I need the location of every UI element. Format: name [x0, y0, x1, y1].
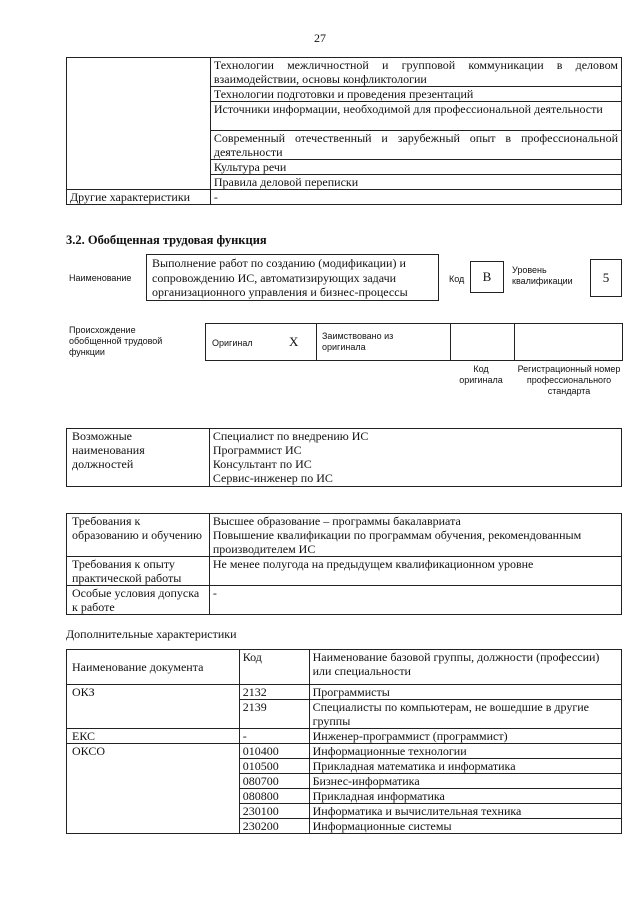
original-mark: X [289, 334, 299, 349]
code-cell: 080700 [239, 774, 309, 789]
section-title: 3.2. Обобщенная трудовая функция [66, 233, 267, 247]
gtf-name-value: Выполнение работ по созданию (модификации) и сопровождению ИС, автоматизирующих задачи организационного управления и бизнес-процессы [152, 256, 408, 299]
name-cell: Прикладная информатика [309, 789, 621, 804]
name-cell: Прикладная математика и информатика [309, 759, 621, 774]
name-cell: Информационные технологии [309, 744, 621, 759]
gtf-name-box [146, 254, 439, 301]
knowledge-table [66, 57, 622, 205]
knowledge-item: Технологии межличностной и групповой коммуникации в деловом взаимодействии, основы конфликтологии [210, 58, 621, 87]
empty-label-cell [67, 58, 211, 190]
gtf-level-value: 5 [602, 270, 610, 285]
knowledge-item: Современный отечественный и зарубежный опыт в профессиональной деятельности [210, 131, 621, 160]
code-cell: 080800 [239, 789, 309, 804]
position-item: Сервис-инженер по ИС [212, 471, 333, 485]
positions-label: Возможные наименования должностей [67, 429, 210, 487]
code-cell: 2132 [239, 685, 309, 700]
doc-name: ОКЗ [67, 685, 240, 729]
position-item: Консультант по ИС [212, 457, 312, 471]
gtf-code-box [470, 261, 504, 293]
origin-divider [450, 323, 451, 361]
origin-label: Происхождение обобщенной трудовой функции [69, 325, 163, 357]
name-cell: Информационные системы [309, 819, 621, 834]
other-characteristics-value: - [210, 190, 621, 205]
extra-header: Код [239, 650, 309, 685]
knowledge-item: Правила деловой переписки [210, 175, 621, 190]
origin-divider [316, 323, 317, 361]
reg-number-caption: Регистрационный номер профессионального стандарта [517, 364, 621, 396]
other-characteristics-label: Другие характеристики [67, 190, 211, 205]
gtf-code-value: B [482, 269, 492, 284]
code-cell: 2139 [239, 700, 309, 729]
name-cell: Инженер-программист (программист) [309, 729, 621, 744]
knowledge-item: Культура речи [210, 160, 621, 175]
gtf-name-label: Наименование [69, 273, 132, 283]
position-item: Программист ИС [212, 443, 302, 457]
borrowed-label: Заимствовано из оригинала [322, 331, 394, 352]
name-cell: Программисты [309, 685, 621, 700]
extra-title: Дополнительные характеристики [66, 627, 237, 641]
requirement-label: Требования к образованию и обучению [67, 514, 210, 557]
gtf-level-label: Уровень квалификации [512, 265, 573, 286]
page-number: 27 [314, 31, 326, 45]
code-original-caption: Код оригинала [459, 364, 503, 385]
gtf-code-label: Код [449, 274, 465, 284]
requirement-label: Особые условия допуска к работе [67, 586, 210, 615]
gtf-level-box [590, 259, 622, 297]
code-cell: - [239, 729, 309, 744]
original-label: Оригинал [212, 338, 253, 348]
code-cell: 230200 [239, 819, 309, 834]
requirement-line: Повышение квалификации по программам обучения, рекомендованным производителем ИС [212, 528, 582, 556]
name-cell: Информатика и вычислительная техника [309, 804, 621, 819]
origin-divider [514, 323, 515, 361]
extra-header: Наименование документа [67, 650, 240, 685]
code-cell: 230100 [239, 804, 309, 819]
doc-name: ЕКС [67, 729, 240, 744]
positions-table [66, 428, 622, 487]
requirement-line: - [209, 586, 621, 615]
name-cell: Специалисты по компьютерам, не вошедшие в другие группы [309, 700, 621, 729]
knowledge-item: Источники информации, необходимой для профессиональной деятельности [210, 102, 621, 131]
knowledge-item: Технологии подготовки и проведения презентаций [210, 87, 621, 102]
doc-name: ОКСО [67, 744, 240, 834]
code-cell: 010400 [239, 744, 309, 759]
code-cell: 010500 [239, 759, 309, 774]
name-cell: Бизнес-информатика [309, 774, 621, 789]
extra-header: Наименование базовой группы, должности (профессии) или специальности [309, 650, 621, 685]
requirement-line: Высшее образование – программы бакалавриата [212, 514, 461, 528]
extra-table [66, 649, 622, 834]
requirement-line: Не менее полугода на предыдущем квалификационном уровне [209, 557, 621, 586]
requirement-label: Требования к опыту практической работы [67, 557, 210, 586]
requirements-table [66, 513, 622, 615]
position-item: Специалист по внедрению ИС [212, 429, 369, 443]
